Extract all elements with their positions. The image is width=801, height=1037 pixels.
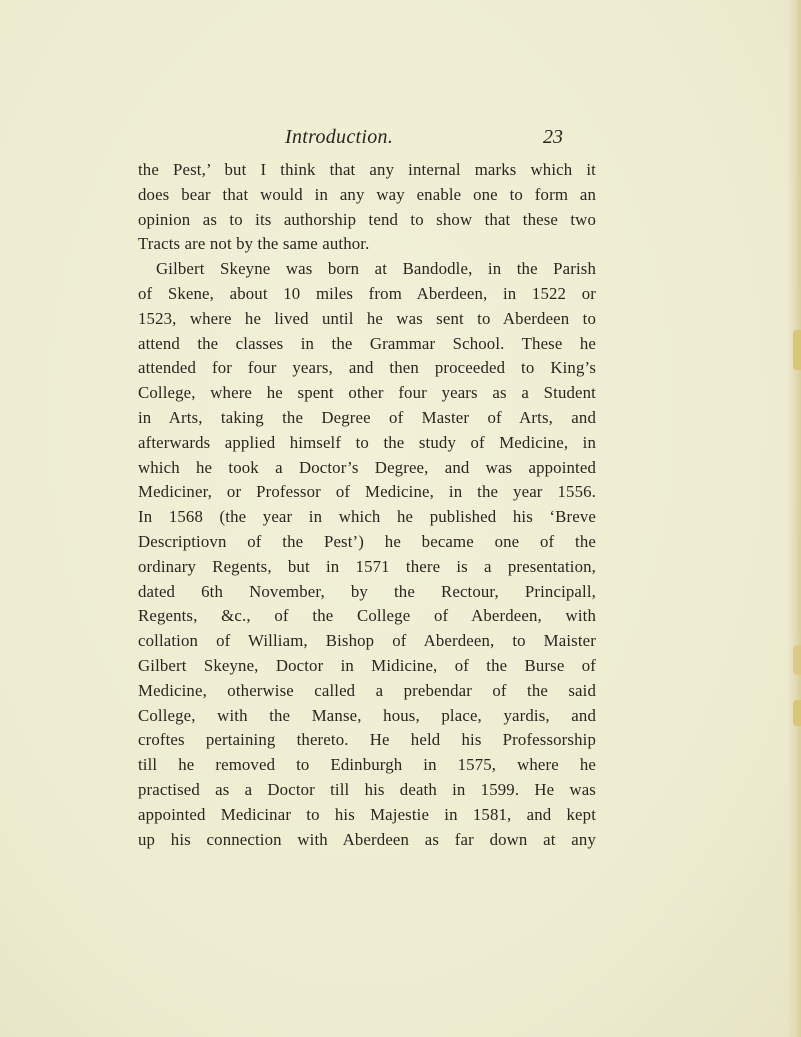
text-line: attend the classes in the Grammar School. These he bbox=[138, 333, 596, 353]
running-title: Introduction. bbox=[285, 126, 394, 148]
page-edge-stain bbox=[793, 330, 801, 370]
text-line: which he took a Doctor’s Degree, and was appointed bbox=[138, 457, 596, 477]
text-line: up his connection with Aberdeen as far down at any bbox=[138, 829, 596, 849]
text-line: Gilbert Skeyne, Doctor in Midicine, of the Burse of bbox=[138, 655, 596, 675]
running-head bbox=[0, 126, 801, 150]
text-line: ordinary Regents, but in 1571 there is a presentation, bbox=[138, 556, 596, 576]
page-edge bbox=[787, 0, 801, 1037]
text-line: dated 6th November, by the Rectour, Principall, bbox=[138, 581, 596, 601]
text-line: afterwards applied himself to the study of Medicine, in bbox=[138, 432, 596, 452]
text-line: Descriptiovn of the Pest’) he became one of the bbox=[138, 531, 596, 551]
text-line: appointed Medicinar to his Majestie in 1581, and kept bbox=[138, 804, 596, 824]
text-line: Regents, &c., of the College of Aberdeen, with bbox=[138, 606, 596, 626]
text-line: in Arts, taking the Degree of Master of Arts, and bbox=[138, 407, 596, 427]
page-edge-stain bbox=[793, 700, 801, 726]
body-text bbox=[138, 158, 596, 852]
text-line: opinion as to its authorship tend to show that these two bbox=[138, 209, 596, 229]
text-line: collation of William, Bishop of Aberdeen, to Maister bbox=[138, 631, 596, 651]
page-edge-stain bbox=[793, 645, 801, 675]
text-line: Mediciner, or Professor of Medicine, in the year 1556. bbox=[138, 482, 596, 502]
text-line: Tracts are not by the same author. bbox=[138, 234, 370, 254]
text-line: attended for four years, and then proceeded to King’s bbox=[138, 358, 596, 378]
text-line: of Skene, about 10 miles from Aberdeen, in 1522 or bbox=[138, 283, 596, 303]
text-line: croftes pertaining thereto. He held his Professorship bbox=[138, 730, 596, 750]
text-line: 1523, where he lived until he was sent to Aberdeen to bbox=[138, 308, 596, 328]
text-line: does bear that would in any way enable one to form an bbox=[138, 184, 596, 204]
text-line: till he removed to Edinburgh in 1575, where he bbox=[138, 755, 596, 775]
text-line: In 1568 (the year in which he published his ‘Breve bbox=[138, 507, 596, 527]
text-line: practised as a Doctor till his death in 1599. He was bbox=[138, 779, 596, 799]
text-line: Gilbert Skeyne was born at Bandodle, in the Parish bbox=[156, 259, 596, 279]
text-line: Medicine, otherwise called a prebendar of the said bbox=[138, 680, 596, 700]
page-number: 23 bbox=[543, 126, 563, 148]
text-line: College, where he spent other four years as a Student bbox=[138, 383, 596, 403]
text-line: College, with the Manse, hous, place, yardis, and bbox=[138, 705, 596, 725]
text-line: the Pest,’ but I think that any internal marks which it bbox=[138, 160, 596, 179]
